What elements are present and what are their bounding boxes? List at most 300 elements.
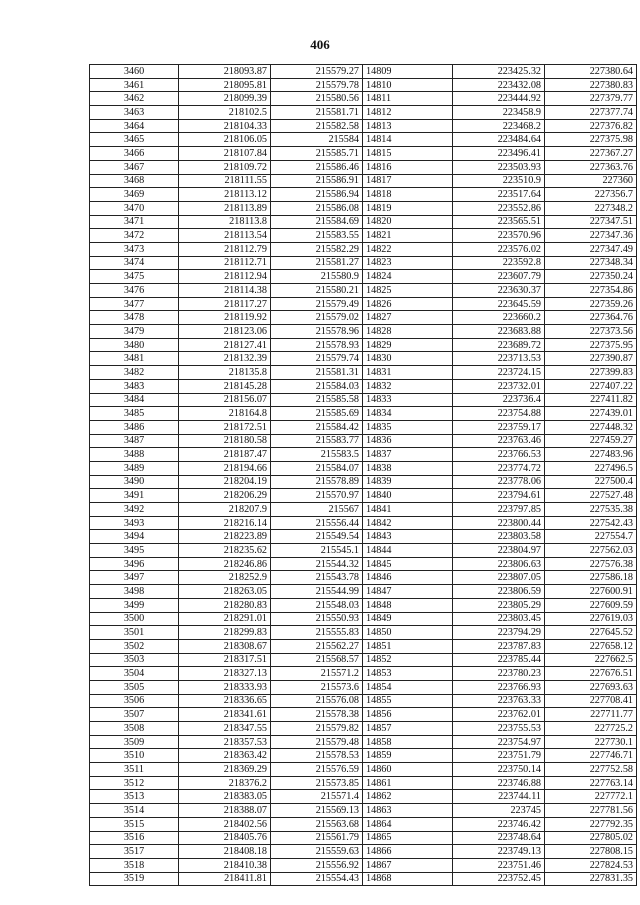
x-coordinate-left-cell: 218164.8 bbox=[179, 407, 271, 421]
point-number-right-cell: 14841 bbox=[363, 503, 453, 517]
point-number-right-cell: 14822 bbox=[363, 242, 453, 256]
x-coordinate-right-cell: 223804.97 bbox=[453, 544, 545, 558]
x-coordinate-left-cell: 218333.93 bbox=[179, 680, 271, 694]
point-number-right-cell: 14838 bbox=[363, 461, 453, 475]
y-coordinate-left-cell: 215583.77 bbox=[271, 434, 363, 448]
table-row bbox=[90, 858, 637, 872]
y-coordinate-right-cell: 227359.26 bbox=[545, 297, 637, 311]
x-coordinate-right-cell: 223592.8 bbox=[453, 256, 545, 270]
table-row bbox=[90, 338, 637, 352]
table-row bbox=[90, 708, 637, 722]
point-number-right-cell: 14846 bbox=[363, 571, 453, 585]
table-row bbox=[90, 694, 637, 708]
y-coordinate-right-cell: 227693.63 bbox=[545, 680, 637, 694]
table-row bbox=[90, 722, 637, 736]
table-row bbox=[90, 790, 637, 804]
x-coordinate-left-cell: 218107.84 bbox=[179, 147, 271, 161]
y-coordinate-right-cell: 227781.56 bbox=[545, 804, 637, 818]
table-row bbox=[90, 680, 637, 694]
y-coordinate-right-cell: 227708.41 bbox=[545, 694, 637, 708]
x-coordinate-right-cell: 223794.61 bbox=[453, 489, 545, 503]
point-number-right-cell: 14843 bbox=[363, 530, 453, 544]
point-number-left-cell: 3514 bbox=[90, 804, 179, 818]
table-row bbox=[90, 503, 637, 517]
x-coordinate-left-cell: 218207.9 bbox=[179, 503, 271, 517]
x-coordinate-right-cell: 223759.17 bbox=[453, 420, 545, 434]
point-number-right-cell: 14817 bbox=[363, 174, 453, 188]
point-number-left-cell: 3489 bbox=[90, 461, 179, 475]
point-number-left-cell: 3475 bbox=[90, 270, 179, 284]
table-row bbox=[90, 147, 637, 161]
point-number-left-cell: 3517 bbox=[90, 845, 179, 859]
point-number-left-cell: 3509 bbox=[90, 735, 179, 749]
point-number-right-cell: 14812 bbox=[363, 106, 453, 120]
point-number-right-cell: 14863 bbox=[363, 804, 453, 818]
x-coordinate-right-cell: 223794.29 bbox=[453, 626, 545, 640]
x-coordinate-left-cell: 218145.28 bbox=[179, 379, 271, 393]
y-coordinate-left-cell: 215580.56 bbox=[271, 92, 363, 106]
x-coordinate-right-cell: 223630.37 bbox=[453, 284, 545, 298]
table-row bbox=[90, 544, 637, 558]
y-coordinate-left-cell: 215581.31 bbox=[271, 366, 363, 380]
point-number-left-cell: 3482 bbox=[90, 366, 179, 380]
point-number-left-cell: 3481 bbox=[90, 352, 179, 366]
point-number-right-cell: 14819 bbox=[363, 201, 453, 215]
y-coordinate-left-cell: 215569.13 bbox=[271, 804, 363, 818]
point-number-left-cell: 3466 bbox=[90, 147, 179, 161]
y-coordinate-right-cell: 227348.2 bbox=[545, 201, 637, 215]
x-coordinate-right-cell: 223766.93 bbox=[453, 680, 545, 694]
point-number-left-cell: 3471 bbox=[90, 215, 179, 229]
y-coordinate-left-cell: 215545.1 bbox=[271, 544, 363, 558]
x-coordinate-left-cell: 218411.81 bbox=[179, 872, 271, 886]
y-coordinate-left-cell: 215582.29 bbox=[271, 242, 363, 256]
y-coordinate-right-cell: 227805.02 bbox=[545, 831, 637, 845]
y-coordinate-right-cell: 227367.27 bbox=[545, 147, 637, 161]
y-coordinate-left-cell: 215543.78 bbox=[271, 571, 363, 585]
y-coordinate-left-cell: 215585.69 bbox=[271, 407, 363, 421]
y-coordinate-right-cell: 227364.76 bbox=[545, 311, 637, 325]
y-coordinate-right-cell: 227373.56 bbox=[545, 325, 637, 339]
table-row bbox=[90, 366, 637, 380]
point-number-right-cell: 14840 bbox=[363, 489, 453, 503]
x-coordinate-right-cell: 223732.01 bbox=[453, 379, 545, 393]
point-number-left-cell: 3491 bbox=[90, 489, 179, 503]
x-coordinate-left-cell: 218135.8 bbox=[179, 366, 271, 380]
x-coordinate-left-cell: 218376.2 bbox=[179, 776, 271, 790]
x-coordinate-right-cell: 223787.83 bbox=[453, 639, 545, 653]
point-number-right-cell: 14835 bbox=[363, 420, 453, 434]
point-number-right-cell: 14852 bbox=[363, 653, 453, 667]
point-number-left-cell: 3480 bbox=[90, 338, 179, 352]
point-number-left-cell: 3495 bbox=[90, 544, 179, 558]
point-number-right-cell: 14811 bbox=[363, 92, 453, 106]
point-number-right-cell: 14865 bbox=[363, 831, 453, 845]
x-coordinate-left-cell: 218291.01 bbox=[179, 612, 271, 626]
y-coordinate-left-cell: 215556.44 bbox=[271, 516, 363, 530]
y-coordinate-right-cell: 227535.38 bbox=[545, 503, 637, 517]
table-row bbox=[90, 352, 637, 366]
point-number-left-cell: 3477 bbox=[90, 297, 179, 311]
y-coordinate-left-cell: 215549.54 bbox=[271, 530, 363, 544]
y-coordinate-left-cell: 215585.58 bbox=[271, 393, 363, 407]
table-row bbox=[90, 256, 637, 270]
x-coordinate-left-cell: 218252.9 bbox=[179, 571, 271, 585]
point-number-right-cell: 14861 bbox=[363, 776, 453, 790]
y-coordinate-right-cell: 227586.18 bbox=[545, 571, 637, 585]
table-row bbox=[90, 325, 637, 339]
y-coordinate-left-cell: 215584.03 bbox=[271, 379, 363, 393]
x-coordinate-left-cell: 218117.27 bbox=[179, 297, 271, 311]
point-number-right-cell: 14809 bbox=[363, 65, 453, 79]
x-coordinate-right-cell: 223807.05 bbox=[453, 571, 545, 585]
x-coordinate-left-cell: 218402.56 bbox=[179, 817, 271, 831]
coordinates-table bbox=[89, 64, 637, 886]
table-row bbox=[90, 201, 637, 215]
point-number-right-cell: 14826 bbox=[363, 297, 453, 311]
y-coordinate-left-cell: 215568.57 bbox=[271, 653, 363, 667]
y-coordinate-right-cell: 227407.22 bbox=[545, 379, 637, 393]
y-coordinate-right-cell: 227363.76 bbox=[545, 160, 637, 174]
y-coordinate-right-cell: 227375.98 bbox=[545, 133, 637, 147]
x-coordinate-right-cell: 223576.02 bbox=[453, 242, 545, 256]
x-coordinate-right-cell: 223484.64 bbox=[453, 133, 545, 147]
point-number-left-cell: 3510 bbox=[90, 749, 179, 763]
x-coordinate-left-cell: 218106.05 bbox=[179, 133, 271, 147]
table-row bbox=[90, 188, 637, 202]
y-coordinate-right-cell: 227350.24 bbox=[545, 270, 637, 284]
y-coordinate-left-cell: 215550.93 bbox=[271, 612, 363, 626]
x-coordinate-right-cell: 223803.45 bbox=[453, 612, 545, 626]
x-coordinate-right-cell: 223766.53 bbox=[453, 448, 545, 462]
point-number-left-cell: 3460 bbox=[90, 65, 179, 79]
y-coordinate-right-cell: 227658.12 bbox=[545, 639, 637, 653]
y-coordinate-left-cell: 215578.53 bbox=[271, 749, 363, 763]
x-coordinate-right-cell: 223745 bbox=[453, 804, 545, 818]
x-coordinate-left-cell: 218194.66 bbox=[179, 461, 271, 475]
point-number-left-cell: 3492 bbox=[90, 503, 179, 517]
y-coordinate-left-cell: 215583.5 bbox=[271, 448, 363, 462]
point-number-left-cell: 3506 bbox=[90, 694, 179, 708]
y-coordinate-right-cell: 227375.95 bbox=[545, 338, 637, 352]
y-coordinate-right-cell: 227500.4 bbox=[545, 475, 637, 489]
y-coordinate-left-cell: 215548.03 bbox=[271, 598, 363, 612]
y-coordinate-right-cell: 227808.15 bbox=[545, 845, 637, 859]
point-number-right-cell: 14810 bbox=[363, 78, 453, 92]
y-coordinate-right-cell: 227730.1 bbox=[545, 735, 637, 749]
y-coordinate-right-cell: 227380.83 bbox=[545, 78, 637, 92]
point-number-left-cell: 3467 bbox=[90, 160, 179, 174]
table-row bbox=[90, 434, 637, 448]
y-coordinate-right-cell: 227746.71 bbox=[545, 749, 637, 763]
y-coordinate-left-cell: 215586.46 bbox=[271, 160, 363, 174]
point-number-left-cell: 3501 bbox=[90, 626, 179, 640]
point-number-right-cell: 14868 bbox=[363, 872, 453, 886]
x-coordinate-left-cell: 218341.61 bbox=[179, 708, 271, 722]
x-coordinate-right-cell: 223746.42 bbox=[453, 817, 545, 831]
y-coordinate-left-cell: 215580.21 bbox=[271, 284, 363, 298]
y-coordinate-left-cell: 215578.89 bbox=[271, 475, 363, 489]
point-number-left-cell: 3465 bbox=[90, 133, 179, 147]
x-coordinate-left-cell: 218093.87 bbox=[179, 65, 271, 79]
x-coordinate-left-cell: 218104.33 bbox=[179, 119, 271, 133]
point-number-right-cell: 14845 bbox=[363, 557, 453, 571]
x-coordinate-left-cell: 218357.53 bbox=[179, 735, 271, 749]
point-number-right-cell: 14827 bbox=[363, 311, 453, 325]
table-row bbox=[90, 379, 637, 393]
x-coordinate-left-cell: 218172.51 bbox=[179, 420, 271, 434]
point-number-left-cell: 3497 bbox=[90, 571, 179, 585]
y-coordinate-right-cell: 227600.91 bbox=[545, 585, 637, 599]
x-coordinate-left-cell: 218099.39 bbox=[179, 92, 271, 106]
y-coordinate-left-cell: 215562.27 bbox=[271, 639, 363, 653]
y-coordinate-left-cell: 215584.42 bbox=[271, 420, 363, 434]
x-coordinate-left-cell: 218206.29 bbox=[179, 489, 271, 503]
x-coordinate-left-cell: 218113.89 bbox=[179, 201, 271, 215]
x-coordinate-left-cell: 218383.05 bbox=[179, 790, 271, 804]
point-number-right-cell: 14864 bbox=[363, 817, 453, 831]
x-coordinate-left-cell: 218109.72 bbox=[179, 160, 271, 174]
point-number-right-cell: 14823 bbox=[363, 256, 453, 270]
x-coordinate-left-cell: 218113.12 bbox=[179, 188, 271, 202]
point-number-right-cell: 14862 bbox=[363, 790, 453, 804]
y-coordinate-left-cell: 215581.27 bbox=[271, 256, 363, 270]
point-number-right-cell: 14825 bbox=[363, 284, 453, 298]
x-coordinate-left-cell: 218317.51 bbox=[179, 653, 271, 667]
x-coordinate-right-cell: 223425.32 bbox=[453, 65, 545, 79]
x-coordinate-right-cell: 223763.33 bbox=[453, 694, 545, 708]
point-number-left-cell: 3476 bbox=[90, 284, 179, 298]
x-coordinate-right-cell: 223432.08 bbox=[453, 78, 545, 92]
point-number-left-cell: 3461 bbox=[90, 78, 179, 92]
table-row bbox=[90, 475, 637, 489]
table-row bbox=[90, 763, 637, 777]
x-coordinate-right-cell: 223565.51 bbox=[453, 215, 545, 229]
point-number-left-cell: 3463 bbox=[90, 106, 179, 120]
point-number-right-cell: 14836 bbox=[363, 434, 453, 448]
x-coordinate-left-cell: 218112.94 bbox=[179, 270, 271, 284]
x-coordinate-left-cell: 218235.62 bbox=[179, 544, 271, 558]
x-coordinate-right-cell: 223660.2 bbox=[453, 311, 545, 325]
y-coordinate-right-cell: 227347.36 bbox=[545, 229, 637, 243]
table-row bbox=[90, 516, 637, 530]
table-row bbox=[90, 92, 637, 106]
y-coordinate-right-cell: 227380.64 bbox=[545, 65, 637, 79]
point-number-right-cell: 14867 bbox=[363, 858, 453, 872]
x-coordinate-left-cell: 218119.92 bbox=[179, 311, 271, 325]
y-coordinate-left-cell: 215578.93 bbox=[271, 338, 363, 352]
y-coordinate-right-cell: 227496.5 bbox=[545, 461, 637, 475]
x-coordinate-right-cell: 223510.9 bbox=[453, 174, 545, 188]
y-coordinate-right-cell: 227662.5 bbox=[545, 653, 637, 667]
y-coordinate-left-cell: 215570.97 bbox=[271, 489, 363, 503]
x-coordinate-right-cell: 223744.11 bbox=[453, 790, 545, 804]
point-number-left-cell: 3485 bbox=[90, 407, 179, 421]
point-number-right-cell: 14831 bbox=[363, 366, 453, 380]
x-coordinate-right-cell: 223754.88 bbox=[453, 407, 545, 421]
table-row bbox=[90, 872, 637, 886]
y-coordinate-left-cell: 215579.82 bbox=[271, 722, 363, 736]
x-coordinate-right-cell: 223800.44 bbox=[453, 516, 545, 530]
y-coordinate-left-cell: 215586.94 bbox=[271, 188, 363, 202]
point-number-left-cell: 3484 bbox=[90, 393, 179, 407]
table-row bbox=[90, 160, 637, 174]
point-number-left-cell: 3494 bbox=[90, 530, 179, 544]
y-coordinate-right-cell: 227377.74 bbox=[545, 106, 637, 120]
point-number-right-cell: 14839 bbox=[363, 475, 453, 489]
table-row bbox=[90, 297, 637, 311]
table-row bbox=[90, 667, 637, 681]
x-coordinate-right-cell: 223517.64 bbox=[453, 188, 545, 202]
y-coordinate-left-cell: 215578.38 bbox=[271, 708, 363, 722]
y-coordinate-left-cell: 215584 bbox=[271, 133, 363, 147]
y-coordinate-left-cell: 215554.43 bbox=[271, 872, 363, 886]
x-coordinate-right-cell: 223774.72 bbox=[453, 461, 545, 475]
x-coordinate-left-cell: 218112.79 bbox=[179, 242, 271, 256]
x-coordinate-right-cell: 223552.86 bbox=[453, 201, 545, 215]
point-number-right-cell: 14829 bbox=[363, 338, 453, 352]
y-coordinate-left-cell: 215579.27 bbox=[271, 65, 363, 79]
point-number-left-cell: 3479 bbox=[90, 325, 179, 339]
point-number-right-cell: 14820 bbox=[363, 215, 453, 229]
x-coordinate-right-cell: 223468.2 bbox=[453, 119, 545, 133]
x-coordinate-right-cell: 223496.41 bbox=[453, 147, 545, 161]
x-coordinate-right-cell: 223713.53 bbox=[453, 352, 545, 366]
x-coordinate-left-cell: 218388.07 bbox=[179, 804, 271, 818]
x-coordinate-left-cell: 218405.76 bbox=[179, 831, 271, 845]
point-number-left-cell: 3472 bbox=[90, 229, 179, 243]
y-coordinate-right-cell: 227752.58 bbox=[545, 763, 637, 777]
table-row bbox=[90, 749, 637, 763]
y-coordinate-left-cell: 215584.07 bbox=[271, 461, 363, 475]
point-number-left-cell: 3469 bbox=[90, 188, 179, 202]
y-coordinate-right-cell: 227542.43 bbox=[545, 516, 637, 530]
y-coordinate-left-cell: 215580.9 bbox=[271, 270, 363, 284]
y-coordinate-left-cell: 215576.08 bbox=[271, 694, 363, 708]
table-row bbox=[90, 106, 637, 120]
coordinates-table-body bbox=[90, 65, 637, 886]
point-number-left-cell: 3499 bbox=[90, 598, 179, 612]
x-coordinate-left-cell: 218187.47 bbox=[179, 448, 271, 462]
table-row bbox=[90, 571, 637, 585]
y-coordinate-right-cell: 227347.49 bbox=[545, 242, 637, 256]
x-coordinate-left-cell: 218369.29 bbox=[179, 763, 271, 777]
y-coordinate-left-cell: 215555.83 bbox=[271, 626, 363, 640]
point-number-left-cell: 3474 bbox=[90, 256, 179, 270]
x-coordinate-left-cell: 218223.89 bbox=[179, 530, 271, 544]
y-coordinate-right-cell: 227554.7 bbox=[545, 530, 637, 544]
table-row bbox=[90, 311, 637, 325]
point-number-left-cell: 3512 bbox=[90, 776, 179, 790]
x-coordinate-left-cell: 218299.83 bbox=[179, 626, 271, 640]
x-coordinate-right-cell: 223746.88 bbox=[453, 776, 545, 790]
table-row bbox=[90, 78, 637, 92]
point-number-right-cell: 14855 bbox=[363, 694, 453, 708]
point-number-left-cell: 3483 bbox=[90, 379, 179, 393]
table-row bbox=[90, 612, 637, 626]
point-number-right-cell: 14837 bbox=[363, 448, 453, 462]
x-coordinate-right-cell: 223780.23 bbox=[453, 667, 545, 681]
y-coordinate-right-cell: 227619.03 bbox=[545, 612, 637, 626]
point-number-left-cell: 3500 bbox=[90, 612, 179, 626]
table-row bbox=[90, 735, 637, 749]
y-coordinate-right-cell: 227676.51 bbox=[545, 667, 637, 681]
y-coordinate-left-cell: 215567 bbox=[271, 503, 363, 517]
point-number-left-cell: 3487 bbox=[90, 434, 179, 448]
y-coordinate-right-cell: 227792.35 bbox=[545, 817, 637, 831]
x-coordinate-left-cell: 218113.54 bbox=[179, 229, 271, 243]
point-number-left-cell: 3486 bbox=[90, 420, 179, 434]
point-number-right-cell: 14858 bbox=[363, 735, 453, 749]
x-coordinate-left-cell: 218347.55 bbox=[179, 722, 271, 736]
table-row bbox=[90, 557, 637, 571]
point-number-left-cell: 3462 bbox=[90, 92, 179, 106]
x-coordinate-left-cell: 218280.83 bbox=[179, 598, 271, 612]
x-coordinate-right-cell: 223458.9 bbox=[453, 106, 545, 120]
y-coordinate-left-cell: 215581.71 bbox=[271, 106, 363, 120]
table-row bbox=[90, 407, 637, 421]
point-number-right-cell: 14818 bbox=[363, 188, 453, 202]
table-row bbox=[90, 776, 637, 790]
point-number-left-cell: 3513 bbox=[90, 790, 179, 804]
y-coordinate-right-cell: 227354.86 bbox=[545, 284, 637, 298]
point-number-left-cell: 3493 bbox=[90, 516, 179, 530]
x-coordinate-left-cell: 218127.41 bbox=[179, 338, 271, 352]
y-coordinate-left-cell: 215579.49 bbox=[271, 297, 363, 311]
table-row bbox=[90, 65, 637, 79]
table-row bbox=[90, 530, 637, 544]
x-coordinate-right-cell: 223444.92 bbox=[453, 92, 545, 106]
x-coordinate-right-cell: 223752.45 bbox=[453, 872, 545, 886]
x-coordinate-right-cell: 223751.79 bbox=[453, 749, 545, 763]
y-coordinate-right-cell: 227411.82 bbox=[545, 393, 637, 407]
point-number-right-cell: 14815 bbox=[363, 147, 453, 161]
table-row bbox=[90, 585, 637, 599]
point-number-left-cell: 3508 bbox=[90, 722, 179, 736]
x-coordinate-right-cell: 223736.4 bbox=[453, 393, 545, 407]
y-coordinate-right-cell: 227772.1 bbox=[545, 790, 637, 804]
x-coordinate-right-cell: 223751.46 bbox=[453, 858, 545, 872]
x-coordinate-left-cell: 218410.38 bbox=[179, 858, 271, 872]
x-coordinate-right-cell: 223607.79 bbox=[453, 270, 545, 284]
point-number-left-cell: 3470 bbox=[90, 201, 179, 215]
point-number-left-cell: 3516 bbox=[90, 831, 179, 845]
y-coordinate-left-cell: 215579.48 bbox=[271, 735, 363, 749]
x-coordinate-right-cell: 223755.53 bbox=[453, 722, 545, 736]
y-coordinate-left-cell: 215573.6 bbox=[271, 680, 363, 694]
y-coordinate-left-cell: 215584.69 bbox=[271, 215, 363, 229]
point-number-left-cell: 3488 bbox=[90, 448, 179, 462]
point-number-left-cell: 3519 bbox=[90, 872, 179, 886]
table-row bbox=[90, 133, 637, 147]
x-coordinate-right-cell: 223503.93 bbox=[453, 160, 545, 174]
y-coordinate-left-cell: 215579.02 bbox=[271, 311, 363, 325]
y-coordinate-right-cell: 227459.27 bbox=[545, 434, 637, 448]
point-number-left-cell: 3511 bbox=[90, 763, 179, 777]
y-coordinate-left-cell: 215571.4 bbox=[271, 790, 363, 804]
y-coordinate-right-cell: 227360 bbox=[545, 174, 637, 188]
table-row bbox=[90, 119, 637, 133]
point-number-right-cell: 14814 bbox=[363, 133, 453, 147]
y-coordinate-left-cell: 215585.71 bbox=[271, 147, 363, 161]
y-coordinate-right-cell: 227725.2 bbox=[545, 722, 637, 736]
x-coordinate-left-cell: 218095.81 bbox=[179, 78, 271, 92]
x-coordinate-right-cell: 223806.63 bbox=[453, 557, 545, 571]
table-row bbox=[90, 639, 637, 653]
x-coordinate-right-cell: 223683.88 bbox=[453, 325, 545, 339]
point-number-left-cell: 3507 bbox=[90, 708, 179, 722]
point-number-left-cell: 3490 bbox=[90, 475, 179, 489]
